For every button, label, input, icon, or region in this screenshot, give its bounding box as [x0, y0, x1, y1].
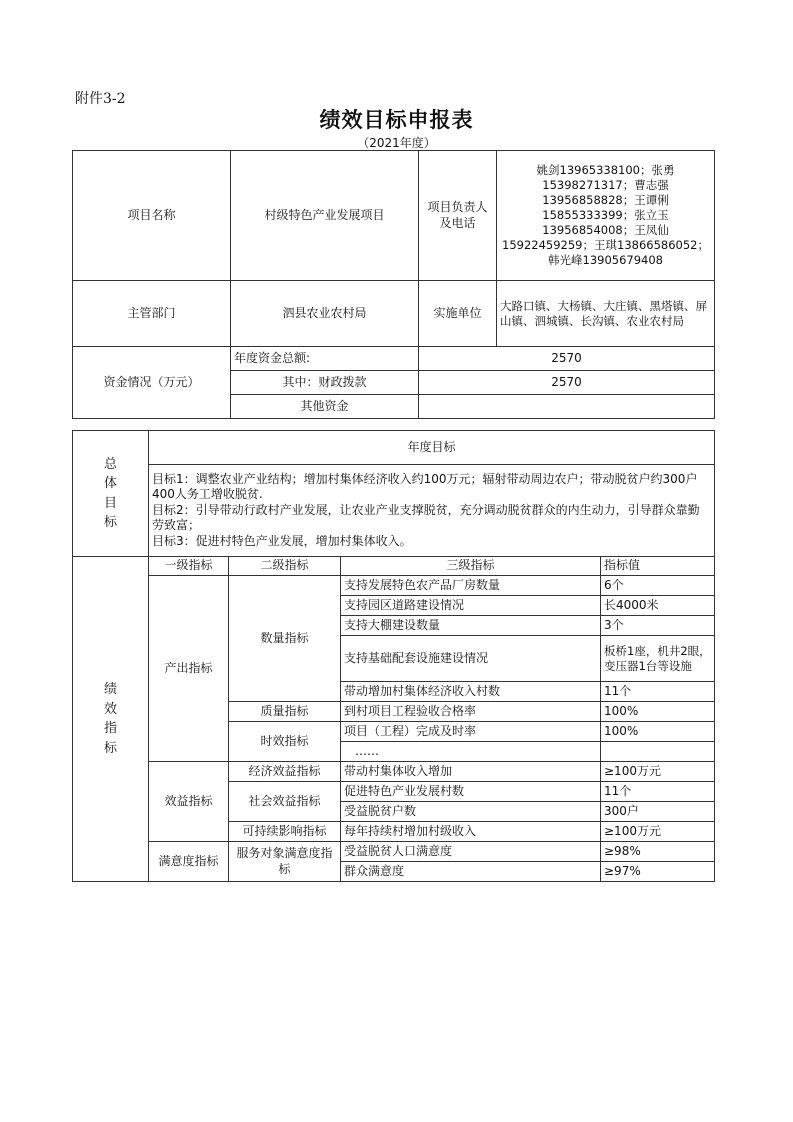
indicator-row-name: ……	[341, 742, 601, 762]
goals-label: 总 体 目 标	[73, 431, 149, 557]
indicator-row-name: 支持发展特色农产品厂房数量	[341, 576, 601, 596]
indicator-row-name: 群众满意度	[341, 862, 601, 882]
goal-2: 目标2：引导带动行政村产业发展，让农业产业支撑脱贫，充分调动脱贫群众的内生动力，引导群众靠勤劳致富；	[152, 502, 700, 533]
performance-table	[72, 430, 715, 882]
indicator-row-value: 100%	[601, 702, 715, 722]
funds-other-label: 其他资金	[231, 395, 419, 419]
indicator-row-name: 带动增加村集体经济收入村数	[341, 682, 601, 702]
service-satisfaction-indicator: 服务对象满意度指标	[229, 842, 341, 882]
indicator-row-value: ≥98%	[601, 842, 715, 862]
goals-header: 年度目标	[149, 431, 715, 465]
economic-benefit-indicator: 经济效益指标	[229, 762, 341, 782]
dept-label: 主管部门	[73, 281, 231, 347]
indicator-row-value: ≥100万元	[601, 822, 715, 842]
funds-fiscal-label: 其中：财政拨款	[231, 371, 419, 395]
dept-value: 泗县农业农村局	[231, 281, 419, 347]
goal-1: 目标1：调整农业产业结构；增加村集体经济收入约100万元；辐射带动周边农户；带动脱贫户约300户400人务工增收脱贫.	[152, 471, 698, 502]
indicator-row-value: 100%	[601, 722, 715, 742]
benefit-indicator: 效益指标	[149, 762, 229, 842]
indicator-row-value	[601, 742, 715, 762]
indicator-row-value: ≥100万元	[601, 762, 715, 782]
funds-fiscal-value: 2570	[419, 371, 715, 395]
indicator-row-value: 300户	[601, 802, 715, 822]
satisfaction-indicator: 满意度指标	[149, 842, 229, 882]
project-leader-value: 姚剑13965338100；张勇15398271317；曹志强13956858828；王谭俐15855333399；张立玉13956854008；王凤仙15922459259；王琪13866586052；韩光峰13905679408	[497, 151, 715, 281]
form-year: （2021年度）	[357, 136, 436, 150]
form-title: 绩效目标申报表	[319, 108, 474, 132]
indicators-label: 绩 效 指 标	[73, 557, 149, 882]
goal-3: 目标3：促进村特色产业发展，增加村集体收入。	[152, 533, 412, 548]
indicator-row-name: 支持大棚建设数量	[341, 616, 601, 636]
indicator-row-value: 11个	[601, 682, 715, 702]
indicator-row-value: 6个	[601, 576, 715, 596]
col-level3-header: 三级指标	[341, 557, 601, 576]
sustainability-indicator: 可持续影响指标	[229, 822, 341, 842]
attachment-label: 附件3-2	[75, 91, 126, 107]
funds-label: 资金情况（万元）	[73, 347, 231, 419]
funds-total-label: 年度资金总额:	[231, 347, 419, 371]
indicator-row-name: 支持园区道路建设情况	[341, 596, 601, 616]
col-value-header: 指标值	[601, 557, 715, 576]
funds-other-value	[419, 395, 715, 419]
indicator-row-value: 板桥1座，机井2眼，变压器1台等设施	[601, 636, 715, 682]
indicator-row-name: 项目（工程）完成及时率	[341, 722, 601, 742]
timeliness-indicator: 时效指标	[229, 722, 341, 762]
impl-unit-label: 实施单位	[419, 281, 497, 347]
col-level1-header: 一级指标	[149, 557, 229, 576]
indicator-row-name: 受益脱贫人口满意度	[341, 842, 601, 862]
indicator-row-value: 11个	[601, 782, 715, 802]
project-name-value: 村级特色产业发展项目	[231, 151, 419, 281]
project-info-table	[72, 150, 715, 419]
indicator-row-name: 到村项目工程验收合格率	[341, 702, 601, 722]
indicator-row-value: 3个	[601, 616, 715, 636]
social-benefit-indicator: 社会效益指标	[229, 782, 341, 822]
indicator-row-name: 促进特色产业发展村数	[341, 782, 601, 802]
project-name-label: 项目名称	[73, 151, 231, 281]
indicator-row-name: 每年持续村增加村级收入	[341, 822, 601, 842]
indicator-row-value: 长4000米	[601, 596, 715, 616]
funds-total-value: 2570	[419, 347, 715, 371]
indicator-row-value: ≥97%	[601, 862, 715, 882]
output-indicator: 产出指标	[149, 576, 229, 762]
goals-text	[149, 465, 715, 557]
impl-unit-value: 大路口镇、大杨镇、大庄镇、黑塔镇、屏山镇、泗城镇、长沟镇、农业农村局	[497, 281, 715, 347]
indicator-row-name: 带动村集体收入增加	[341, 762, 601, 782]
quality-indicator: 质量指标	[229, 702, 341, 722]
indicator-row-name: 受益脱贫户数	[341, 802, 601, 822]
col-level2-header: 二级指标	[229, 557, 341, 576]
project-leader-label: 项目负责人及电话	[419, 151, 497, 281]
indicator-row-name: 支持基础配套设施建设情况	[341, 636, 601, 682]
quantity-indicator: 数量指标	[229, 576, 341, 702]
